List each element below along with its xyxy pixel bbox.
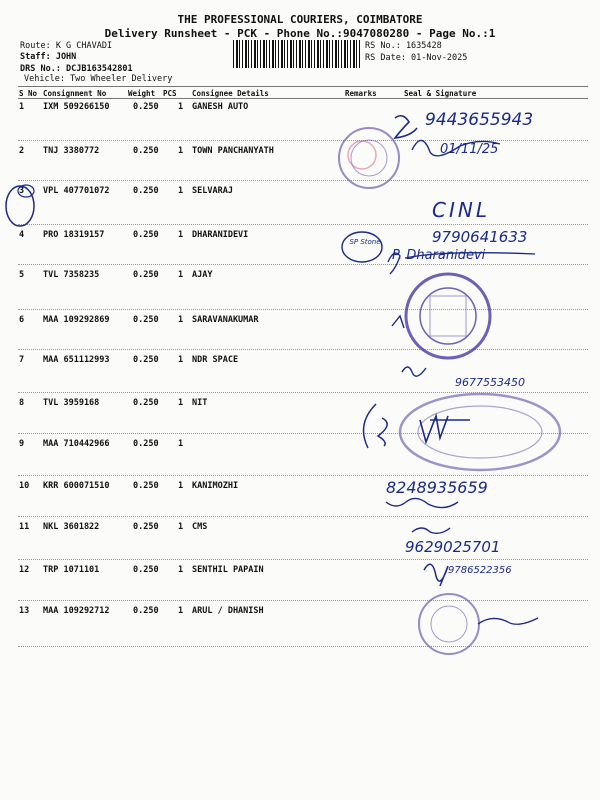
hw-phone-row11: 9629025701 xyxy=(405,538,501,556)
row-pcs: 1 xyxy=(178,102,184,112)
row-weight: 0.250 xyxy=(133,355,159,365)
col-seal-signature: Seal & Signature xyxy=(404,89,477,98)
row-pcs: 1 xyxy=(178,565,184,575)
row-pcs: 1 xyxy=(178,315,184,325)
row-sno: 10 xyxy=(19,481,30,491)
row-weight: 0.250 xyxy=(133,522,159,532)
staff-label: Staff: JOHN xyxy=(20,52,77,62)
row-pcs: 1 xyxy=(178,606,184,616)
vehicle-label: Vehicle: Two Wheeler Delivery xyxy=(24,74,173,84)
row-sno: 13 xyxy=(19,606,30,616)
row-weight: 0.250 xyxy=(133,146,159,156)
row-weight: 0.250 xyxy=(133,270,159,280)
ink-circle-sno3 xyxy=(18,185,34,197)
signature-row7 xyxy=(402,367,426,376)
signature-row12 xyxy=(424,564,448,586)
row-consignee: DHARANIDEVI xyxy=(192,230,249,240)
row-weight: 0.250 xyxy=(133,230,159,240)
row-consignment-no: MAA 109292712 xyxy=(43,606,110,616)
ink-circle-row3 xyxy=(6,186,34,226)
hw-date-row2: 01/11/25 xyxy=(440,142,499,157)
row-consignment-no: NKL 3601822 xyxy=(43,522,100,532)
row-sno: 11 xyxy=(19,522,30,532)
row-weight: 0.250 xyxy=(133,398,159,408)
signature-row11 xyxy=(412,528,450,533)
row-weight: 0.250 xyxy=(133,606,159,616)
row-consignee: NDR SPACE xyxy=(192,355,239,365)
row-consignee: SENTHIL PAPAIN xyxy=(192,565,264,575)
row-pcs: 1 xyxy=(178,481,184,491)
row-consignee: SARAVANAKUMAR xyxy=(192,315,259,325)
route-label: Route: K G CHAVADI xyxy=(20,41,113,51)
college-stamp-row6 xyxy=(406,274,490,358)
row-pcs: 1 xyxy=(178,146,184,156)
row-weight: 0.250 xyxy=(133,186,159,196)
col-pcs: PCS xyxy=(163,89,177,98)
signature-row1 xyxy=(395,116,417,138)
row-consignee: KANIMOZHI xyxy=(192,481,239,491)
row-sno: 12 xyxy=(19,565,30,575)
row-consignment-no: TRP 1071101 xyxy=(43,565,100,575)
row-consignment-no: IXM 509266150 xyxy=(43,102,110,112)
row-weight: 0.250 xyxy=(133,102,159,112)
drs-number: DRS No.: DCJB163542801 xyxy=(20,64,133,74)
row-weight: 0.250 xyxy=(133,315,159,325)
row-pcs: 1 xyxy=(178,398,184,408)
row-sno: 9 xyxy=(19,439,25,449)
row-sno: 8 xyxy=(19,398,25,408)
row-consignment-no: TVL 3959168 xyxy=(43,398,100,408)
hw-name-row4: P. Dharanidevi xyxy=(392,248,486,263)
row-consignee: ARUL / DHANISH xyxy=(192,606,264,616)
row-consignee: CMS xyxy=(192,522,208,532)
col-consignment: Consignment No xyxy=(43,89,107,98)
row-pcs: 1 xyxy=(178,439,184,449)
signature-row8 xyxy=(420,416,470,442)
rs-date: RS Date: 01-Nov-2025 xyxy=(365,53,468,63)
row-consignment-no: MAA 109292869 xyxy=(43,315,110,325)
row-pcs: 1 xyxy=(178,522,184,532)
row-sno: 7 xyxy=(19,355,25,365)
row-consignment-no: MAA 710442966 xyxy=(43,439,110,449)
signature-row13 xyxy=(478,618,538,624)
col-weight: Weight xyxy=(128,89,156,98)
row-consignee: AJAY xyxy=(192,270,213,280)
row-consignment-no: MAA 651112993 xyxy=(43,355,110,365)
row-consignment-no: TNJ 3380772 xyxy=(43,146,100,156)
rs-number: RS No.: 1635428 xyxy=(365,41,442,51)
hw-phone-row4: 9790641633 xyxy=(432,228,528,246)
row-sno: 6 xyxy=(19,315,25,325)
row-consignment-no: TVL 7358235 xyxy=(43,270,100,280)
col-consignee: Consignee Details xyxy=(192,89,269,98)
row-consignee: GANESH AUTO xyxy=(192,102,249,112)
row-pcs: 1 xyxy=(178,355,184,365)
hw-sign-row3: CINL xyxy=(432,198,490,222)
row-weight: 0.250 xyxy=(133,565,159,575)
company-title: THE PROFESSIONAL COURIERS, COIMBATORE xyxy=(177,13,423,26)
row-consignment-no: VPL 407701072 xyxy=(43,186,110,196)
hw-phone-row12: 9786522356 xyxy=(448,565,512,576)
row-consignee: NIT xyxy=(192,398,208,408)
col-remarks: Remarks xyxy=(345,89,377,98)
ink-mark-row8 xyxy=(364,404,388,448)
round-stamp-row13 xyxy=(419,594,479,654)
row-consignment-no: PRO 18319157 xyxy=(43,230,105,240)
row-consignee: TOWN PANCHANYATH xyxy=(192,146,274,156)
ink-circle-row4 xyxy=(342,232,382,262)
hw-phone-row1: 9443655943 xyxy=(425,110,534,130)
row-consignment-no: KRR 600071510 xyxy=(43,481,110,491)
row-sno: 4 xyxy=(19,230,25,240)
signature-row10 xyxy=(386,498,458,507)
row-weight: 0.250 xyxy=(133,481,159,491)
row-sno: 1 xyxy=(19,102,25,112)
row-sno: 5 xyxy=(19,270,25,280)
round-stamp-row1 xyxy=(339,128,399,188)
row-pcs: 1 xyxy=(178,230,184,240)
row-pcs: 1 xyxy=(178,270,184,280)
row-sno: 2 xyxy=(19,146,25,156)
hw-phone-row7: 9677553450 xyxy=(455,376,525,389)
col-sno: S No xyxy=(19,89,38,98)
row-sno: 3 xyxy=(19,186,25,196)
row-consignee: SELVARAJ xyxy=(192,186,233,196)
row-weight: 0.250 xyxy=(133,439,159,449)
runsheet-subtitle: Delivery Runsheet - PCK - Phone No.:9047080280 - Page No.:1 xyxy=(104,27,496,40)
hw-remark-row4: SP Stone xyxy=(349,238,381,246)
hw-phone-row10: 8248935659 xyxy=(386,478,488,497)
row-pcs: 1 xyxy=(178,186,184,196)
